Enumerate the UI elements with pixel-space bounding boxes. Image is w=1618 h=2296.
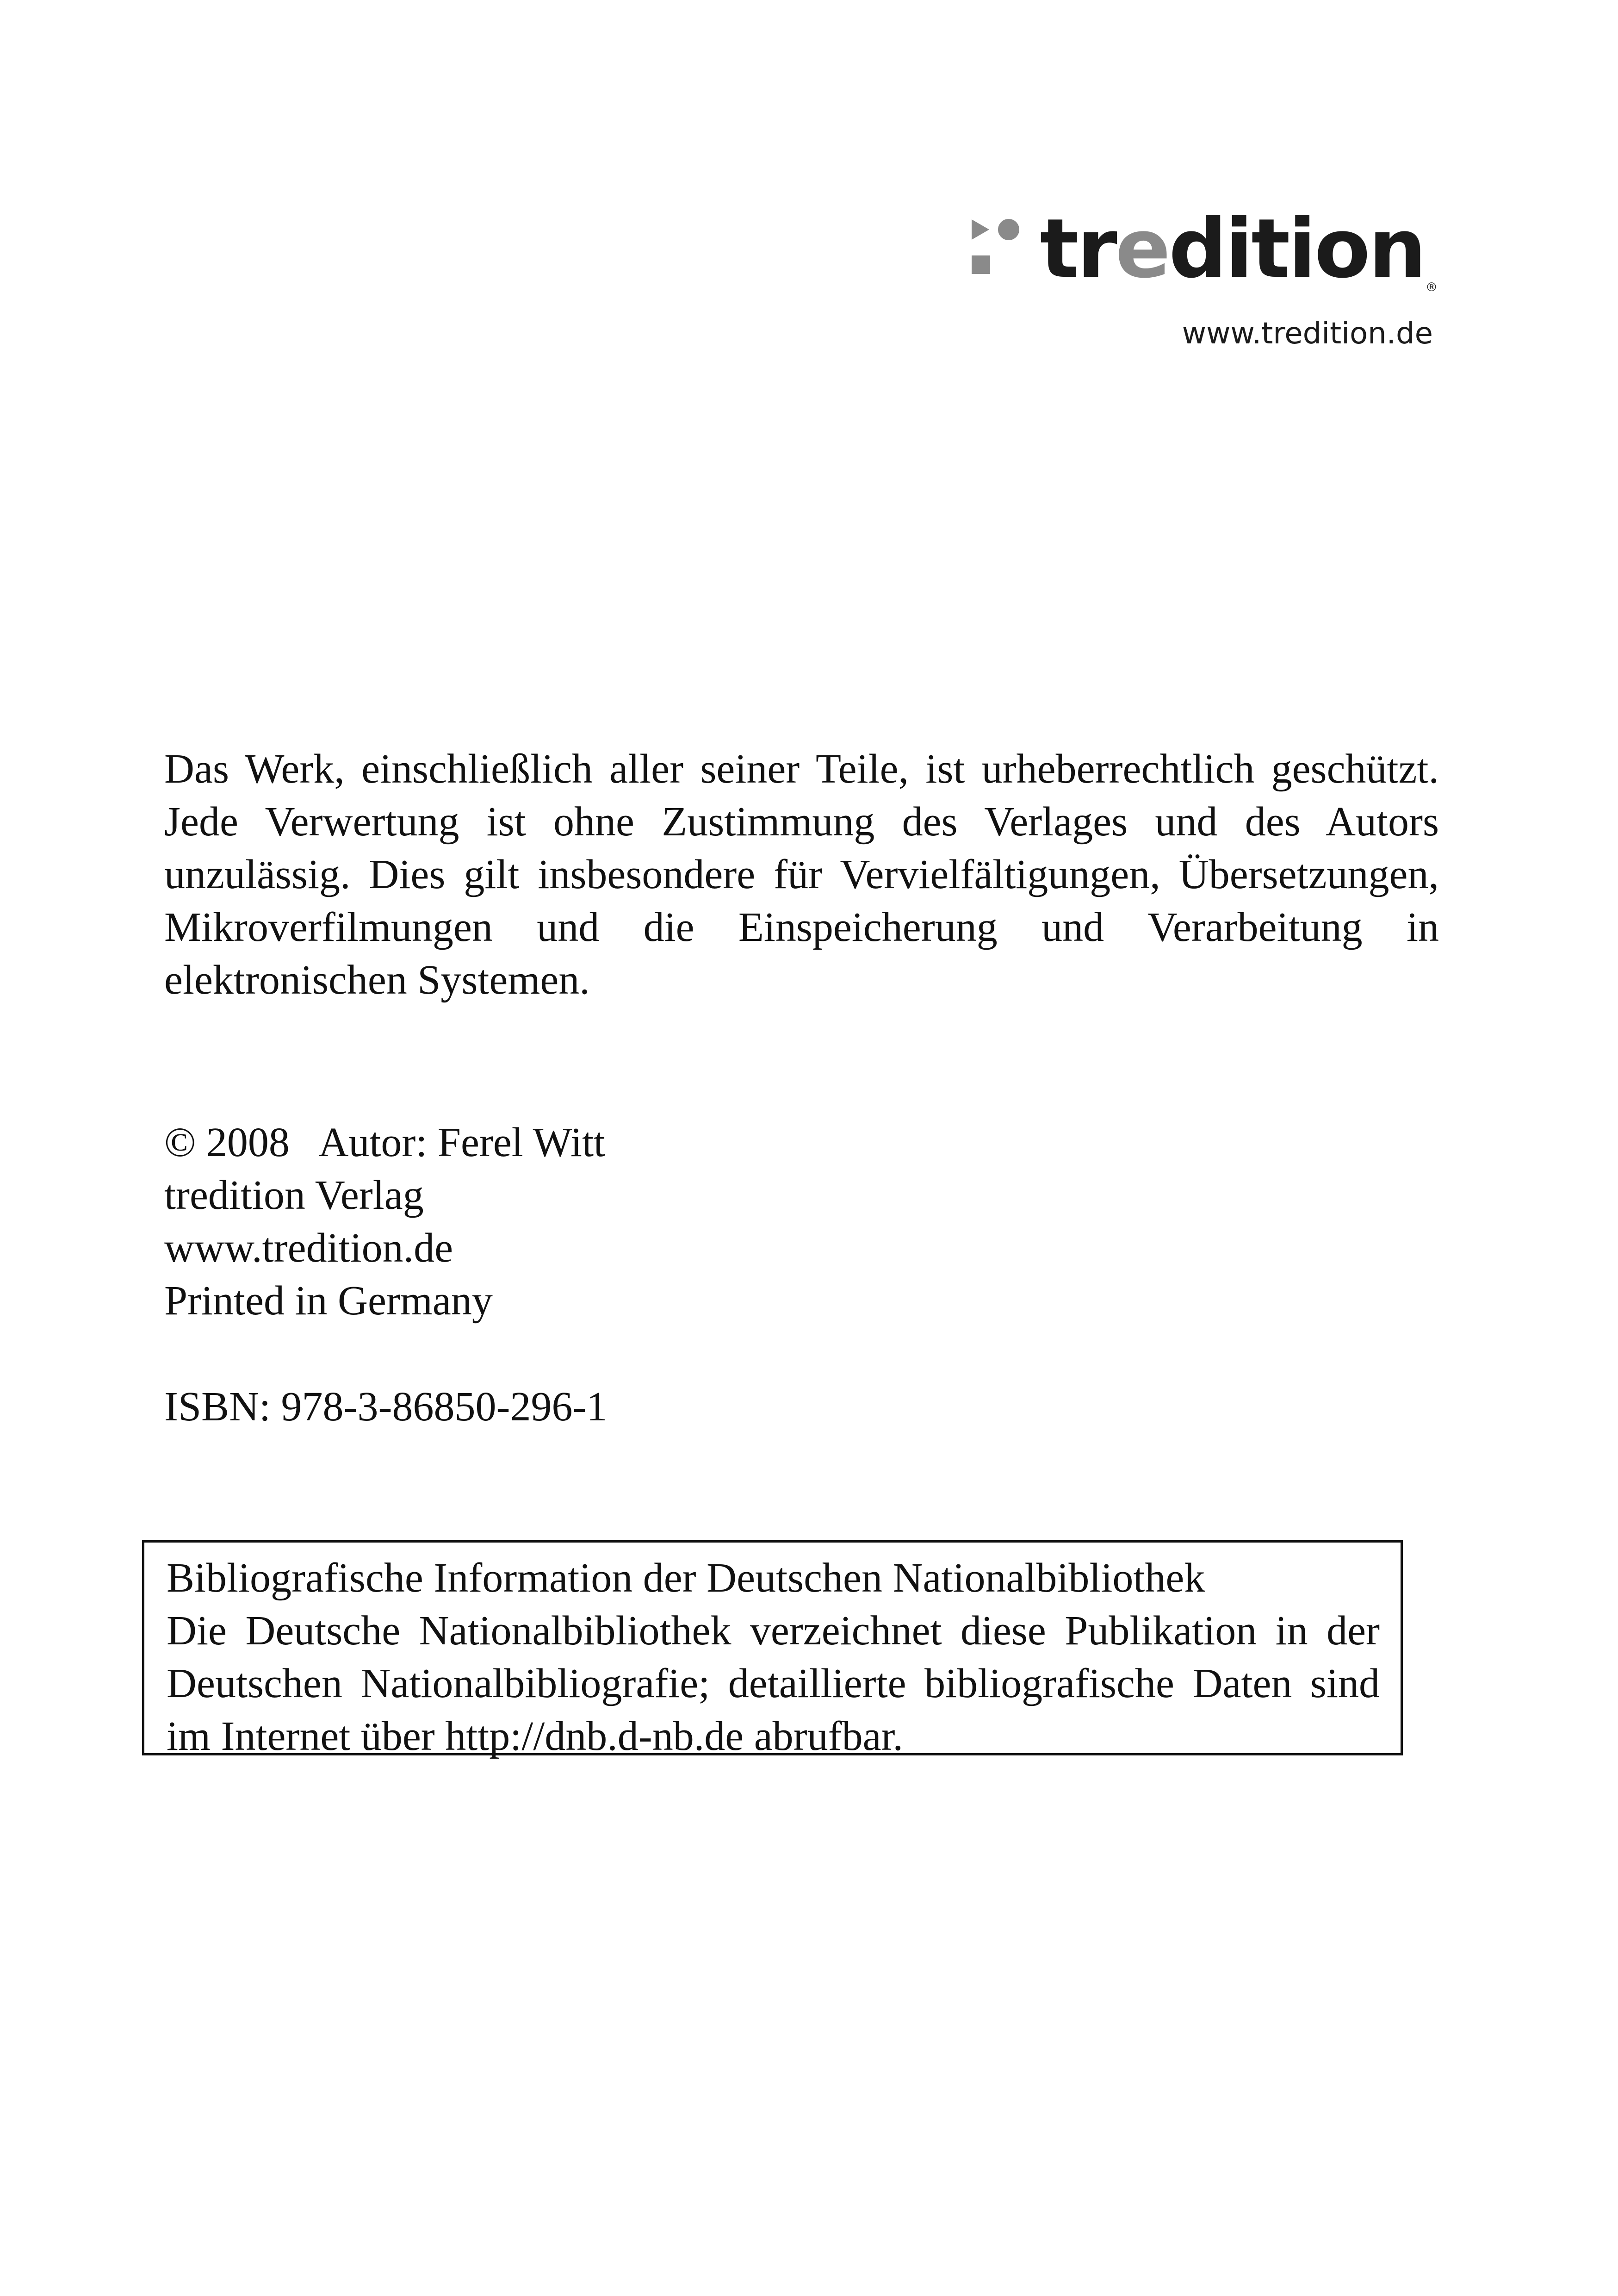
bibliographic-heading: Bibliografische Information der Deutschen Nationalbibliothek [167, 1555, 1205, 1601]
publisher-website-line[interactable]: www.tredition.de [164, 1225, 453, 1271]
copyright-legal-notice: Das Werk, einschließlich aller seiner Teile, ist urheberrechtlich geschützt. Jede Verwertung ist ohne Zustimmung des Verlages und des Autors unzulässig. Dies gilt insbesondere für Vervielfältigungen, Übersetzungen, Mikroverfilmungen und die Einspeicherung und Verarbeitung in elektronischen Systemen. [164, 746, 1439, 1003]
logo-wordmark-end: dition [1169, 201, 1425, 296]
copyright-author-line: © 2008 Autor: Ferel Witt [164, 1120, 606, 1165]
publisher-logo [968, 201, 1438, 351]
logo-row [968, 201, 1438, 296]
logo-wordmark-accent: e [1115, 201, 1169, 296]
registered-trademark-mark: ® [1426, 280, 1438, 294]
bibliographic-information-box [142, 1540, 1403, 1759]
printed-in-line: Printed in Germany [164, 1278, 493, 1324]
isbn-line: ISBN: 978-3-86850-296-1 [164, 1384, 608, 1430]
logo-wordmark [1040, 201, 1425, 296]
bibliographic-body: Die Deutsche Nationalbibliothek verzeichnet diese Publikation in der Deutschen Nationalbibliografie; detaillierte bibliografische Daten sind im Internet über http://dnb.d-nb.de abrufbar. [167, 1608, 1380, 1759]
tredition-logo-icon [968, 216, 1037, 285]
imprint-block [164, 1116, 605, 1327]
logo-wordmark-start: tr [1040, 201, 1116, 296]
publisher-name-line: tredition Verlag [164, 1172, 424, 1218]
publisher-website-link[interactable]: www.tredition.de [1182, 317, 1433, 351]
